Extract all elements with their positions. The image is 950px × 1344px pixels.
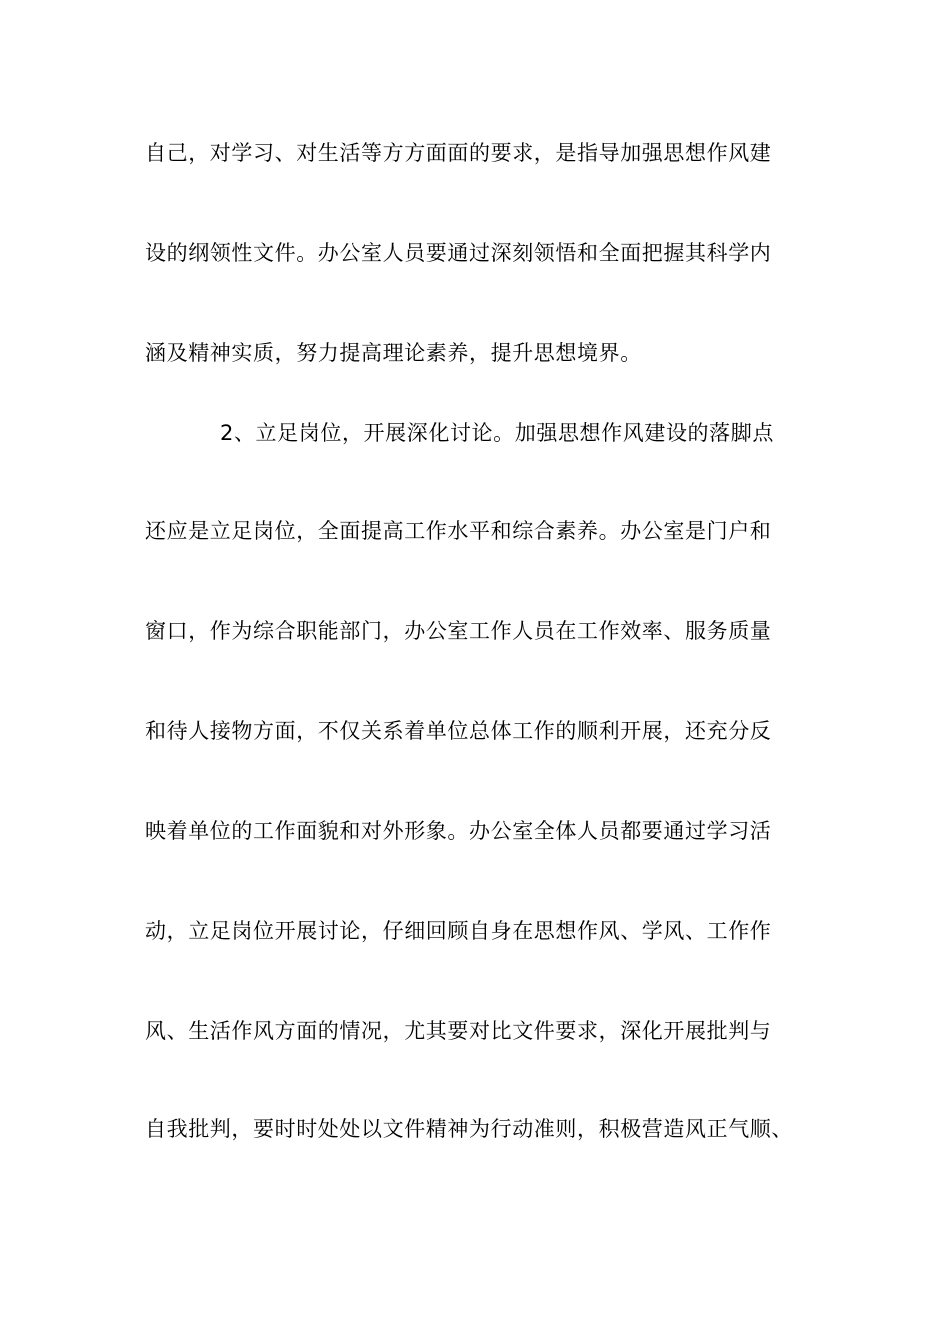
paragraph-line: 2、立足岗位，开展深化讨论。加强思想作风建设的落脚点 <box>220 421 774 445</box>
paragraph-line: 自我批判，要时时处处以文件精神为行动准则，积极营造风正气顺、 <box>145 1117 793 1141</box>
paragraph-line: 动，立足岗位开展讨论，仔细回顾自身在思想作风、学风、工作作 <box>145 919 772 943</box>
paragraph-line: 自己，对学习、对生活等方方面面的要求，是指导加强思想作风建 <box>145 141 772 165</box>
paragraph-line: 映着单位的工作面貌和对外形象。办公室全体人员都要通过学习活 <box>145 819 772 843</box>
paragraph-line: 还应是立足岗位，全面提高工作水平和综合素养。办公室是门户和 <box>145 519 772 543</box>
paragraph-line: 窗口，作为综合职能部门，办公室工作人员在工作效率、服务质量 <box>145 619 772 643</box>
paragraph-line: 涵及精神实质，努力提高理论素养，提升思想境界。 <box>145 341 642 365</box>
paragraph-line: 和待人接物方面，不仅关系着单位总体工作的顺利开展，还充分反 <box>145 719 772 743</box>
paragraph-line: 设的纲领性文件。办公室人员要通过深刻领悟和全面把握其科学内 <box>145 241 772 265</box>
paragraph-line: 风、生活作风方面的情况，尤其要对比文件要求，深化开展批判与 <box>145 1019 772 1043</box>
